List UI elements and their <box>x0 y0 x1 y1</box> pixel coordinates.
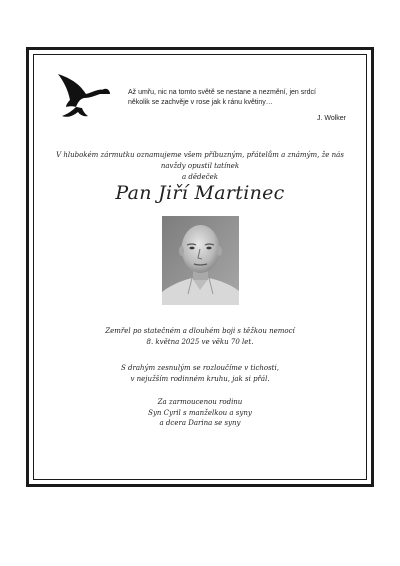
quote-author: J. Wolker <box>316 115 346 122</box>
family-line: a dcera Darina se syny <box>159 419 241 427</box>
death-notice <box>60 326 340 347</box>
death-notice-line: 8. května 2025 ve věku 70 let. <box>146 337 254 346</box>
farewell-line: v nejužším rodinném kruhu, jak si přál. <box>130 374 270 383</box>
death-notice-line: Zemřel po statečném a dlouhém boji s těžkou nemocí <box>105 327 295 335</box>
quote-line: Až umřu, nic na tomto světě se nestane a nezmění, jen srdcí <box>128 89 316 96</box>
family-signature <box>60 397 340 429</box>
portrait-photo <box>162 216 239 305</box>
dove-icon <box>54 72 112 124</box>
family-line: Syn Cyril s manželkou a syny <box>148 408 252 417</box>
poem-quote <box>128 88 358 108</box>
announcement-line: V hlubokém zármutku oznamujeme všem příbuzným, přátelům a známým, že nás navždy opustil tatínek <box>56 151 344 170</box>
deceased-name: Pan Jiří Martinec <box>115 182 285 204</box>
announcement <box>50 150 350 183</box>
announcement-line: a dědeček <box>182 173 218 181</box>
family-line: Za zarmoucenou rodinu <box>157 398 243 406</box>
farewell-notice <box>60 363 340 384</box>
farewell-line: S drahým zesnulým se rozloučíme v tichosti, <box>121 364 279 372</box>
quote-line: několik se zachvěje v rose jak k ránu květiny… <box>128 99 273 106</box>
